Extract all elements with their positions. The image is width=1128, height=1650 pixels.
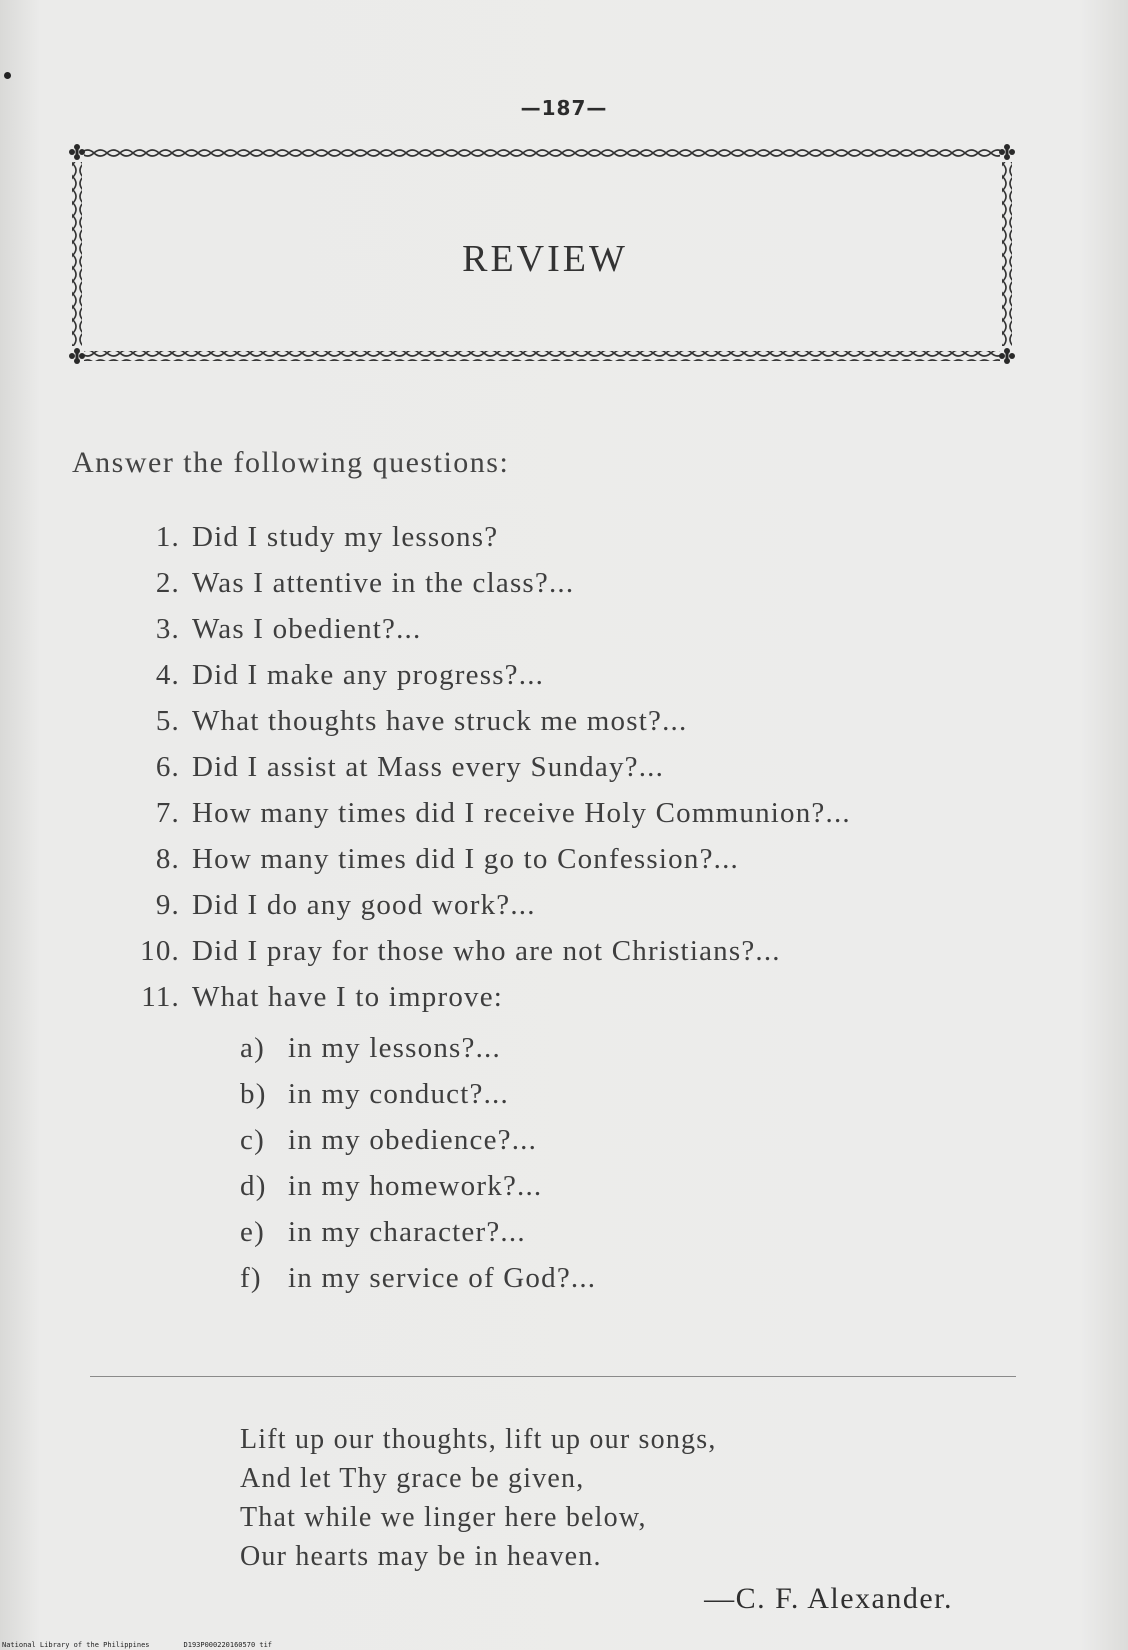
improve-item <box>240 1117 596 1163</box>
question-item <box>110 882 851 928</box>
question-text: How many times did I go to Confession?... <box>192 843 739 875</box>
poem-line: Our hearts may be in heaven. <box>240 1541 602 1572</box>
question-number: 7. <box>155 797 180 829</box>
question-item <box>110 514 851 560</box>
improve-text: in my character?... <box>288 1216 526 1248</box>
question-item <box>110 790 851 836</box>
section-title: REVIEW <box>462 238 628 280</box>
scan-footer <box>2 1641 306 1649</box>
improve-letter: c) <box>240 1124 265 1156</box>
question-text: Did I make any progress?... <box>192 659 545 691</box>
improve-item <box>240 1209 596 1255</box>
question-number: 5. <box>155 705 180 737</box>
page-number: —187— <box>520 96 608 120</box>
question-item <box>110 698 851 744</box>
improve-item <box>240 1255 596 1301</box>
question-number: 10. <box>140 935 180 967</box>
question-text: How many times did I receive Holy Communion?... <box>192 797 851 829</box>
question-number: 1. <box>155 521 180 553</box>
question-item <box>110 744 851 790</box>
question-item <box>110 652 851 698</box>
question-text: Was I obedient?... <box>192 613 422 645</box>
footer-file-id: D193P000220160570 tif <box>183 1641 273 1649</box>
question-text: Was I attentive in the class?... <box>192 567 575 599</box>
question-text: Did I do any good work?... <box>192 889 536 921</box>
question-list <box>110 514 851 1020</box>
improve-text: in my homework?... <box>288 1170 543 1202</box>
poem-line: And let Thy grace be given, <box>240 1463 585 1494</box>
improve-text: in my obedience?... <box>288 1124 538 1156</box>
question-item <box>110 606 851 652</box>
question-number: 4. <box>155 659 180 691</box>
question-text: Did I study my lessons? <box>192 521 499 553</box>
question-text: What have I to improve: <box>192 981 504 1013</box>
improve-letter: e) <box>240 1216 265 1248</box>
improve-letter: a) <box>240 1032 265 1064</box>
poem-line: Lift up our thoughts, lift up our songs, <box>240 1424 717 1455</box>
improve-letter: b) <box>240 1078 267 1110</box>
improve-text: in my service of God?... <box>288 1262 597 1294</box>
question-number: 8. <box>155 843 180 875</box>
improve-item <box>240 1071 596 1117</box>
question-number: 2. <box>155 567 180 599</box>
improve-list <box>240 1025 596 1301</box>
footer-institution: National Library of the Philippines <box>2 1641 150 1649</box>
question-number: 6. <box>155 751 180 783</box>
question-text: What thoughts have struck me most?... <box>192 705 688 737</box>
question-text: Did I pray for those who are not Christians?... <box>192 935 781 967</box>
question-number: 11. <box>141 981 180 1013</box>
poem-line: That while we linger here below, <box>240 1502 647 1533</box>
question-item <box>110 974 851 1020</box>
poem-verse <box>240 1420 717 1576</box>
question-item <box>110 836 851 882</box>
question-item <box>110 560 851 606</box>
ink-speck <box>4 72 11 79</box>
poem-author: —C. F. Alexander. <box>704 1582 953 1615</box>
question-number: 9. <box>155 889 180 921</box>
divider-rule <box>90 1376 1016 1377</box>
intro-text: Answer the following questions: <box>72 446 510 479</box>
question-text: Did I assist at Mass every Sunday?... <box>192 751 665 783</box>
improve-letter: d) <box>240 1170 267 1202</box>
improve-text: in my conduct?... <box>288 1078 509 1110</box>
improve-letter: f) <box>240 1262 262 1294</box>
improve-item <box>240 1025 596 1071</box>
improve-text: in my lessons?... <box>288 1032 501 1064</box>
question-item <box>110 928 851 974</box>
improve-item <box>240 1163 596 1209</box>
question-number: 3. <box>155 613 180 645</box>
